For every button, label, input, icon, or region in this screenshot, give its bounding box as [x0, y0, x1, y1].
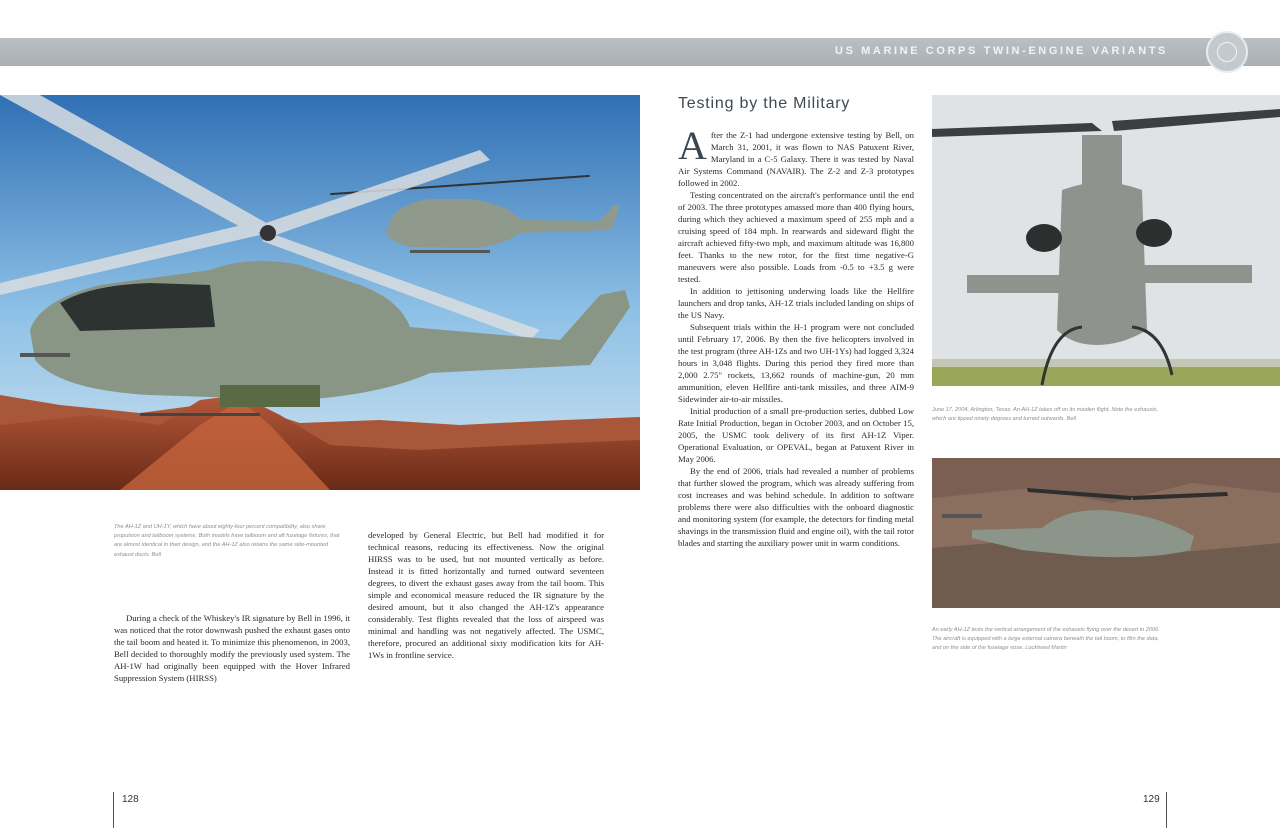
paragraph: By the end of 2006, trials had revealed a number of problems that further slowed the program, which was already suffering from cost increases and was behind schedule. In addition to software problems there were also difficulties with the onboard diagnostic and monitoring system (for example, the detectors for finding metal shavings in the transmission fluid and engine oil), with the tail rotor blades and starting the auxiliary power unit in warm conditions.	[678, 466, 914, 548]
caption-bottom-right-photo: An early AH-1Z tests the vertical arrangement of the exhausts flying over the desert in 2006. The aircraft is equipped with a large external camera beneath the tail boom, to film the data, and on the side of the fuselage nose. Lockheed Martin	[932, 627, 1160, 652]
page-marker-right	[1166, 792, 1167, 828]
middle-text-column	[368, 529, 604, 661]
drop-cap: A	[678, 123, 707, 168]
running-header-title: US MARINE CORPS TWIN-ENGINE VARIANTS	[835, 45, 1168, 57]
page-marker-left	[113, 792, 114, 828]
caption-top-right-photo: June 17, 2004, Arlington, Texas. An AH-1Z takes off on its maiden flight. Note the exhausts, which are tipped ninety degrees and turned outwards. Bell	[932, 407, 1159, 423]
paragraph: Initial production of a small pre-production series, dubbed Low Rate Initial Production, began in October 2003, and on October 15, 2005, the USMC took delivery of its first AH-1Z Viper. Operational Evaluation, or OPEVAL, began at Patuxent River in May 2006.	[678, 406, 914, 464]
left-text-column	[114, 612, 350, 684]
paragraph-with-drop-cap: After the Z-1 had undergone extensive testing by Bell, on March 31, 2001, it was flown to NAS Patuxent River, Maryland in a C-5 Galaxy. There it was tested by Naval Air Systems Command (NAVAIR). The Z-2 and Z-3 prototypes followed in 2002.	[678, 123, 914, 188]
caption-main-photo: The AH-1Z and UH-1Y, which have about eighty-four percent compatibility, also share propulsion and tailboom systems. Both models have tailboom and aft fuselage fixtures, that are almost identical in their design, and the AH-1Z also retains the same side-mounted exhaust ducts. Bell	[114, 524, 340, 558]
helicopters-over-desert-photo-icon	[0, 95, 640, 490]
helicopter-over-desert-photo-icon	[932, 458, 1280, 608]
running-header-bar	[0, 38, 1280, 66]
paragraph: developed by General Electric, but Bell had modified it for technical reasons, reducing its effectiveness. Now the original HIRSS was to be used, but not mounted vertically as before. Instead it is fitted horizontally and turned outward seventeen degrees, to divert the exhaust gases away from the tail boom. This simple and economical measure reduced the IR signature by the desired amount, but it also changed the AH-1Z's appearance considerably. Test flights revealed that the loss of airspeed was minimal and handling was not negatively affected. The USMC, therefore, procured an additional sixty modification kits for AH-1Ws in frontline service.	[368, 530, 604, 660]
helicopter-front-view-photo-icon	[932, 95, 1280, 386]
desert-helicopter-photo	[932, 458, 1280, 608]
section-heading: Testing by the Military	[678, 95, 851, 112]
emblem-icon	[1206, 31, 1248, 73]
page-number-right: 129	[1143, 794, 1160, 805]
main-helicopter-photo	[0, 95, 640, 490]
paragraph: During a check of the Whiskey's IR signature by Bell in 1996, it was noticed that the rotor downwash pushed the exhaust gases onto the tail boom and heated it. To minimize this phenomenon, in 2003, Bell decided to thoroughly modify the previously used system. The AH-1W had originally been equipped with the Hover Infrared Suppression System (HIRSS)	[114, 613, 350, 683]
page-number-left: 128	[122, 794, 139, 805]
paragraph: Testing concentrated on the aircraft's performance until the end of 2003. The three prototypes amassed more than 400 flying hours, during which they achieved a maximum speed of 255 mph and a cruising speed of 184 mph. In rearwards and sideward flight the aircraft achieved fifty-two mph, and maximum altitude was 16,800 feet. Thanks to the new rotor, for the first time negative-G maneuvers were also possible. Loads from -0.5 to +3.5 g were tested.	[678, 190, 914, 284]
article-text-column	[678, 123, 914, 549]
paragraph: In addition to jettisoning underwing loads like the Hellfire launchers and drop tanks, AH-1Z trials included landing on ships of the US Navy.	[678, 286, 914, 320]
front-view-helicopter-photo	[932, 95, 1280, 386]
paragraph: Subsequent trials within the H-1 program were not concluded until February 17, 2006. By then the five helicopters involved in the test program (three AH-1Zs and two UH-1Ys) had logged 3,324 hours in 3,048 flights. During this period they fired more than 2,000 2.75" rockets, 13,662 rounds of machine-gun, 20 mm ammunition, eleven Hellfire anti-tank missiles, and three AIM-9 Sidewinder air-to-air missiles.	[678, 322, 914, 404]
